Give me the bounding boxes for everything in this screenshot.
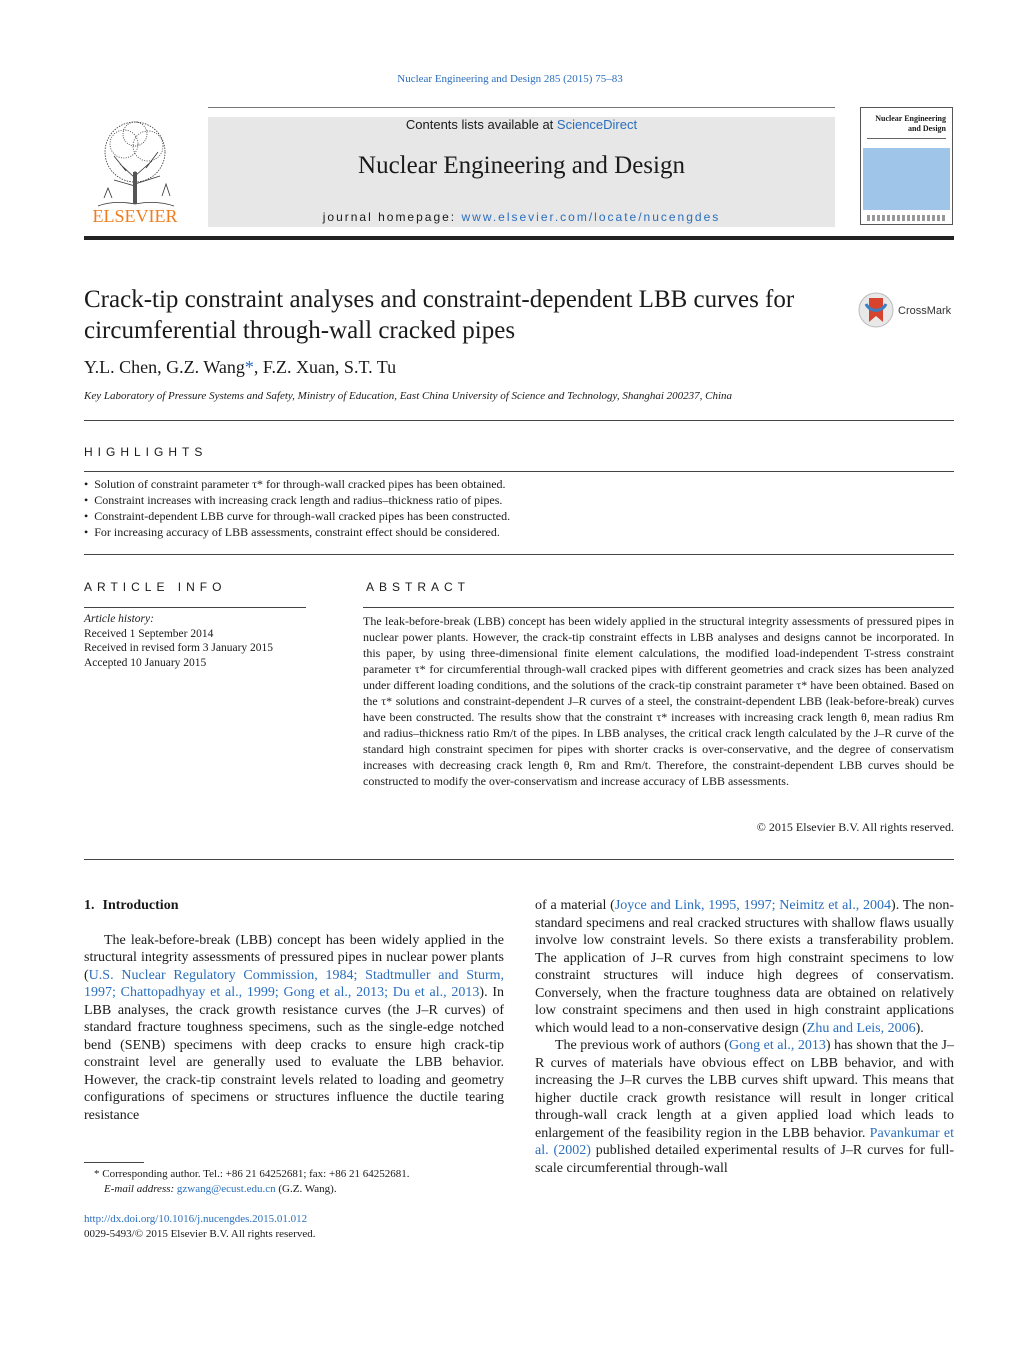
highlights-mid-rule bbox=[84, 471, 954, 472]
highlight-item: • Constraint increases with increasing crack length and radius–thickness ratio of pipes. bbox=[84, 492, 954, 508]
text-run: The previous work of authors ( bbox=[555, 1038, 729, 1053]
citation-link[interactable]: Zhu and Leis, 2006 bbox=[806, 1020, 916, 1036]
elsevier-wordmark: ELSEVIER bbox=[92, 206, 178, 226]
footnote-email-line bbox=[84, 1182, 504, 1197]
highlights-list bbox=[84, 476, 954, 540]
abstract-copyright: © 2015 Elsevier B.V. All rights reserved. bbox=[756, 820, 954, 834]
affiliation: Key Laboratory of Pressure Systems and Safety, Ministry of Education, East China University of Science and Technology, Shanghai 200237, China bbox=[84, 390, 733, 402]
citation-link[interactable]: U.S. Nuclear Regulatory Commission, 1984; Stadtmuller and Sturm, 1997; Chattopadhyay et al., 1999; Gong et al., 2013; Du et al., 2013 bbox=[84, 967, 504, 1000]
highlight-item: • For increasing accuracy of LBB assessments, constraint effect should be considered. bbox=[84, 524, 954, 540]
journal-homepage bbox=[208, 210, 835, 224]
contents-line bbox=[208, 117, 835, 132]
cover-footer-pattern bbox=[867, 215, 946, 221]
citation-link[interactable]: Gong et al., 2013 bbox=[728, 1038, 826, 1053]
section-title: Introduction bbox=[102, 898, 179, 913]
cover-divider bbox=[867, 138, 946, 139]
body-top-rule bbox=[84, 859, 954, 860]
abstract-text: The leak-before-break (LBB) concept has been widely applied in the structural integrity assessments of pressured pipes in nuclear power plants. However, the crack-tip constraint effects in LBB analyses and designs cannot be incorporated. In this paper, by using three-dimensional finite element calculations, the modified load-independent T-stress constraint parameter τ* for circumferential through-wall cracked pipes with different geometries and crack sizes has been analyzed under different loading conditions, and the solutions of the crack-tip constraint parameter τ* have been obtained. Based on the τ* solutions and constraint-dependent J–R curves of a steel, the constraint-dependent LBB (leak-before-break) curves have been constructed. The results show that the constraint τ* increases with increasing crack length θ, mean radius Rm and radius–thickness ratio Rm/t of the pipes. In LBB analyses, the critical crack length calculated by the J–R curve of the standard high constraint specimen for pipes with shorter cracks is over-conservative, and the degree of conservatism increases with decreasing crack length θ, Rm and Rm/t. Therefore, the constraint-dependent LBB curves should be constructed to modify the over-conservatism and increase accuracy of LBB assessments. bbox=[363, 614, 954, 788]
intro-paragraph-1 bbox=[84, 932, 504, 1125]
accepted-date: Accepted 10 January 2015 bbox=[84, 656, 207, 669]
journal-title: Nuclear Engineering and Design bbox=[358, 152, 685, 179]
journal-reference[interactable]: Nuclear Engineering and Design 285 (2015) 75–83 bbox=[397, 73, 623, 85]
section-heading bbox=[84, 897, 504, 915]
section-number: 1. bbox=[84, 898, 95, 913]
text-run: The leak-before-break (LBB) concept has been widely applied in the structural integrity assessments of pressured pipes in nuclear power plants ( bbox=[84, 932, 504, 983]
doi-block bbox=[84, 1212, 316, 1241]
citation-link[interactable]: Joyce and Link, 1995, 1997; Neimitz et al., 2004 bbox=[614, 898, 892, 913]
email-link[interactable]: gzwang@ecust.edu.cn bbox=[176, 1183, 276, 1195]
text-run: ) has shown that the J–R curves of materials have obvious effect on LBB behavior, and with increasing the J–R curves the LBB curves shift upward. This means that higher ductile crack growth resistance will result in longer critical through-wall crack length at a given applied load which leads to enlargement of the feasibility region in the LBB behavior. bbox=[535, 1038, 954, 1141]
footnote-phone: Corresponding author. Tel.: +86 21 64252681; fax: +86 21 64252681. bbox=[99, 1168, 410, 1180]
revised-date: Received in revised form 3 January 2015 bbox=[84, 642, 274, 654]
sciencedirect-link[interactable]: ScienceDirect bbox=[556, 117, 638, 132]
corresponding-author-footnote bbox=[84, 1167, 504, 1197]
header-thick-rule bbox=[84, 236, 954, 240]
history-label: Article history: bbox=[84, 613, 154, 625]
article-info-rule bbox=[84, 607, 306, 608]
contents-prefix: Contents lists available at bbox=[405, 117, 557, 132]
footnote-contact bbox=[84, 1167, 504, 1182]
intro-paragraph-2 bbox=[535, 1037, 954, 1177]
authors-rest: , F.Z. Xuan, S.T. Tu bbox=[253, 357, 397, 377]
highlights-heading: HIGHLIGHTS bbox=[84, 445, 208, 459]
cover-image-band bbox=[863, 148, 950, 210]
journal-cover-thumbnail[interactable] bbox=[860, 107, 953, 225]
received-date: Received 1 September 2014 bbox=[84, 627, 214, 640]
intro-paragraph-1-continued bbox=[535, 897, 954, 1037]
header-top-rule bbox=[208, 107, 835, 108]
authors-first: Y.L. Chen, G.Z. Wang bbox=[84, 357, 245, 377]
highlights-bottom-rule bbox=[84, 554, 954, 555]
issn-line: 0029-5493/© 2015 Elsevier B.V. All rights reserved. bbox=[84, 1227, 316, 1240]
abstract-rule bbox=[363, 607, 954, 608]
text-run: ). bbox=[915, 1020, 924, 1036]
article-history bbox=[84, 612, 306, 670]
author-list bbox=[84, 357, 396, 378]
abstract-heading: ABSTRACT bbox=[366, 580, 471, 594]
homepage-link[interactable]: www.elsevier.com/locate/nucengdes bbox=[461, 210, 721, 224]
text-run: ). The non-standard specimens and real cracked structures with shallow flaws usually involve low constraint levels. So there exists a transferability problem. The application of J–R curves from high constraint specimens to low constraint structures will induce high degrees of conservatism. Conversely, when the fracture toughness data are obtained on relatively low constraint specimens and then used in high constraint applications which would lead to a non-conservative design ( bbox=[535, 898, 954, 1036]
doi-link[interactable]: http://dx.doi.org/10.1016/j.nucengdes.2015.01.012 bbox=[84, 1213, 308, 1225]
highlight-item: • Constraint-dependent LBB curve for through-wall cracked pipes has been constructed. bbox=[84, 508, 954, 524]
text-run: of a material ( bbox=[535, 898, 615, 913]
homepage-prefix: journal homepage: bbox=[322, 210, 462, 224]
article-title: Crack-tip constraint analyses and constraint-dependent LBB curves for circumferential through-wall cracked pipes bbox=[84, 286, 795, 344]
article-info-heading: ARTICLE INFO bbox=[84, 580, 227, 594]
text-run: published detailed experimental results of J–R curves for full-scale circumferential through-wall bbox=[535, 1143, 954, 1176]
footnote-star: * bbox=[94, 1168, 100, 1180]
crossmark-label: CrossMark bbox=[898, 305, 952, 317]
citation-link[interactable]: Pavankumar et al. (2002) bbox=[535, 1125, 954, 1158]
elsevier-tree-logo bbox=[84, 116, 186, 226]
footnote-rule bbox=[84, 1162, 144, 1163]
cover-title: Nuclear Engineering and Design bbox=[875, 114, 946, 133]
corresponding-author-marker[interactable]: * bbox=[244, 357, 254, 377]
highlight-item: • Solution of constraint parameter τ* for through-wall cracked pipes has been obtained. bbox=[84, 476, 954, 492]
text-run: ). In LBB analyses, the crack growth resistance curves (the J–R curves) of standard fracture toughness specimens, such as the single-edge notched bend (SENB) specimens with deep cracks to ensure high crack-tip constraint level are generally used to evaluate the LBB behavior. However, the crack-tip constraint levels related to loading and geometry configurations of specimens or structures influence the ductile tearing resistance bbox=[84, 985, 504, 1123]
body-right-column bbox=[535, 897, 954, 1177]
email-suffix: (G.Z. Wang). bbox=[275, 1183, 337, 1195]
body-left-column bbox=[84, 897, 504, 1124]
highlights-top-rule bbox=[84, 420, 954, 421]
email-label: E-mail address: bbox=[104, 1183, 177, 1195]
crossmark-badge[interactable] bbox=[858, 290, 956, 330]
